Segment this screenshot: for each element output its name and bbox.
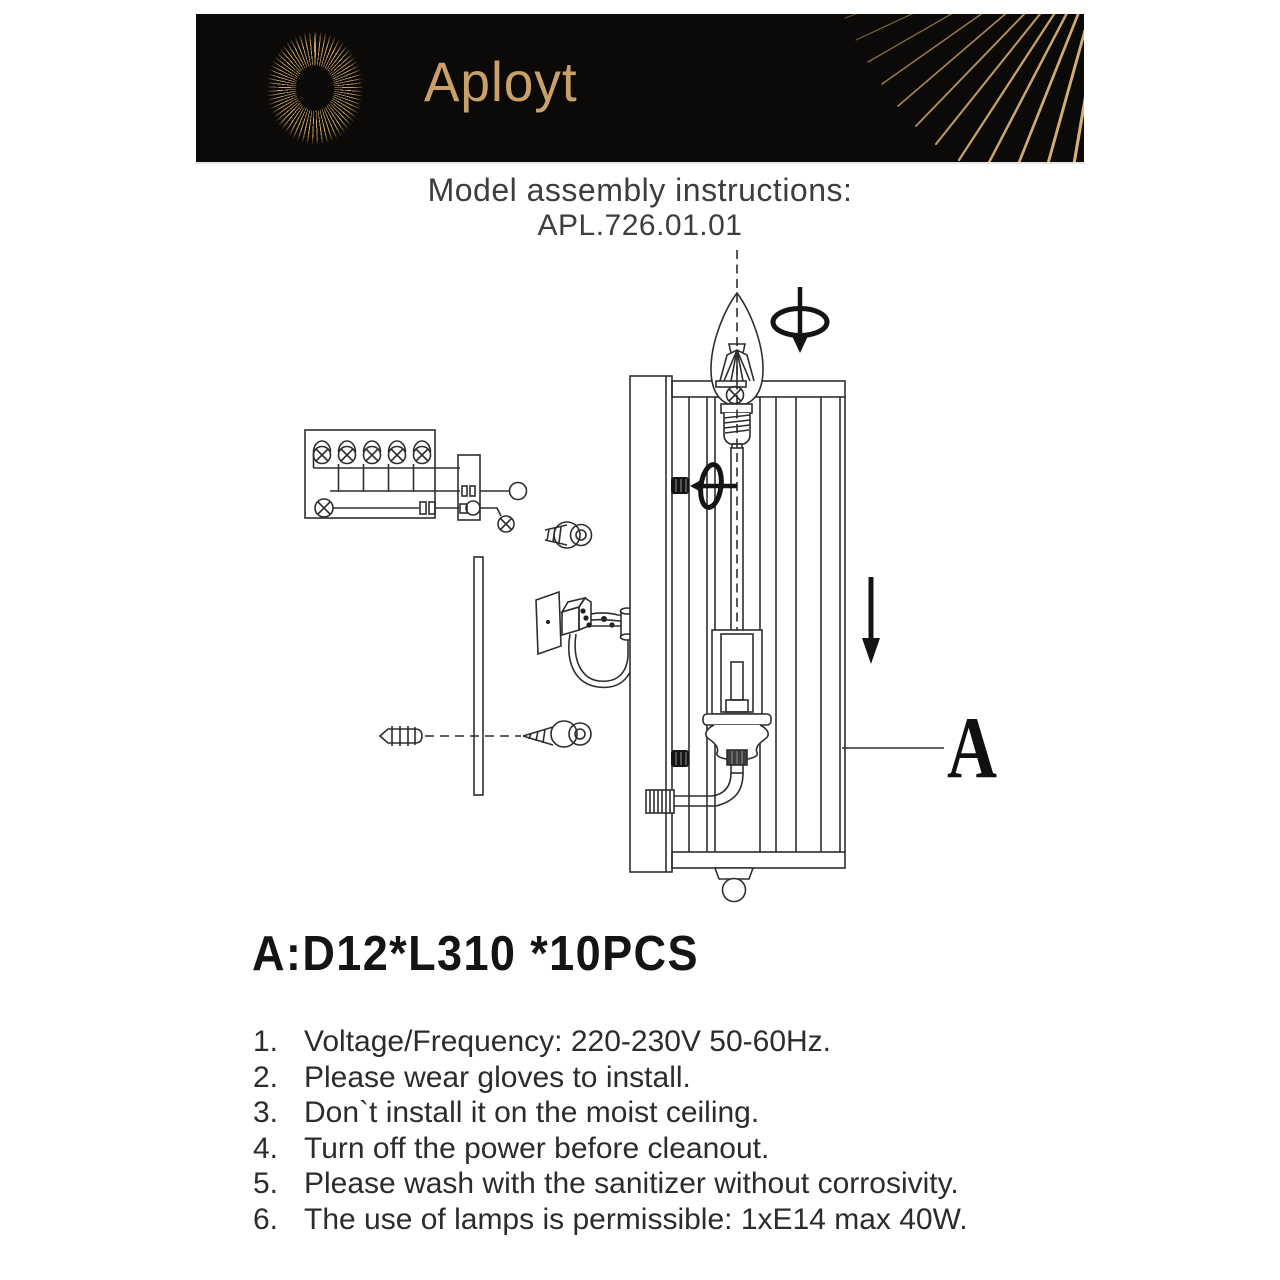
bottom-finial — [715, 868, 753, 902]
wiring-schematic — [305, 430, 527, 532]
connector-block — [458, 455, 480, 520]
instruction-number: 2. — [253, 1060, 279, 1094]
spec-line: A:D12*L310 *10PCS — [252, 927, 699, 981]
instructions-list — [253, 1024, 968, 1238]
instruction-text: Turn off the power before cleanout. — [304, 1131, 770, 1165]
rotation-arrow-icon — [773, 287, 827, 353]
instruction-number: 6. — [253, 1202, 279, 1236]
instruction-text: Voltage/Frequency: 220-230V 50-60Hz. — [304, 1025, 832, 1058]
instruction-number: 5. — [253, 1167, 279, 1201]
instruction-text: The use of lamps is permissible: 1xE14 max 40W. — [304, 1202, 968, 1236]
wall-plate — [474, 557, 483, 795]
page-title: Model assembly instructions: — [427, 172, 853, 208]
instruction-item — [253, 1095, 968, 1131]
instruction-item — [253, 1024, 968, 1060]
instruction-text: Please wear gloves to install. — [304, 1060, 691, 1094]
instruction-item — [253, 1131, 968, 1167]
model-number: APL.726.01.01 — [537, 209, 743, 242]
instruction-text: Please wash with the sanitizer without corrosivity. — [304, 1167, 959, 1201]
down-arrow-icon — [862, 577, 880, 664]
instruction-item — [253, 1202, 968, 1238]
instruction-number: 3. — [253, 1096, 279, 1130]
instruction-number: 4. — [253, 1131, 279, 1165]
instruction-number: 1. — [253, 1025, 279, 1058]
wall-anchor — [380, 726, 422, 746]
part-a-callout — [842, 700, 997, 797]
mounting-screw-bottom — [523, 721, 591, 747]
instruction-item — [253, 1060, 968, 1096]
instruction-text: Don`t install it on the moist ceiling. — [304, 1096, 760, 1130]
set-screw-lower — [671, 750, 689, 767]
mounting-screw-top — [545, 522, 592, 548]
screw-rotation-icon — [690, 463, 737, 508]
set-screw-upper — [671, 477, 689, 494]
instruction-item — [253, 1166, 968, 1202]
brand-wordmark: Aployt — [424, 50, 578, 113]
part-label: A — [947, 700, 997, 797]
